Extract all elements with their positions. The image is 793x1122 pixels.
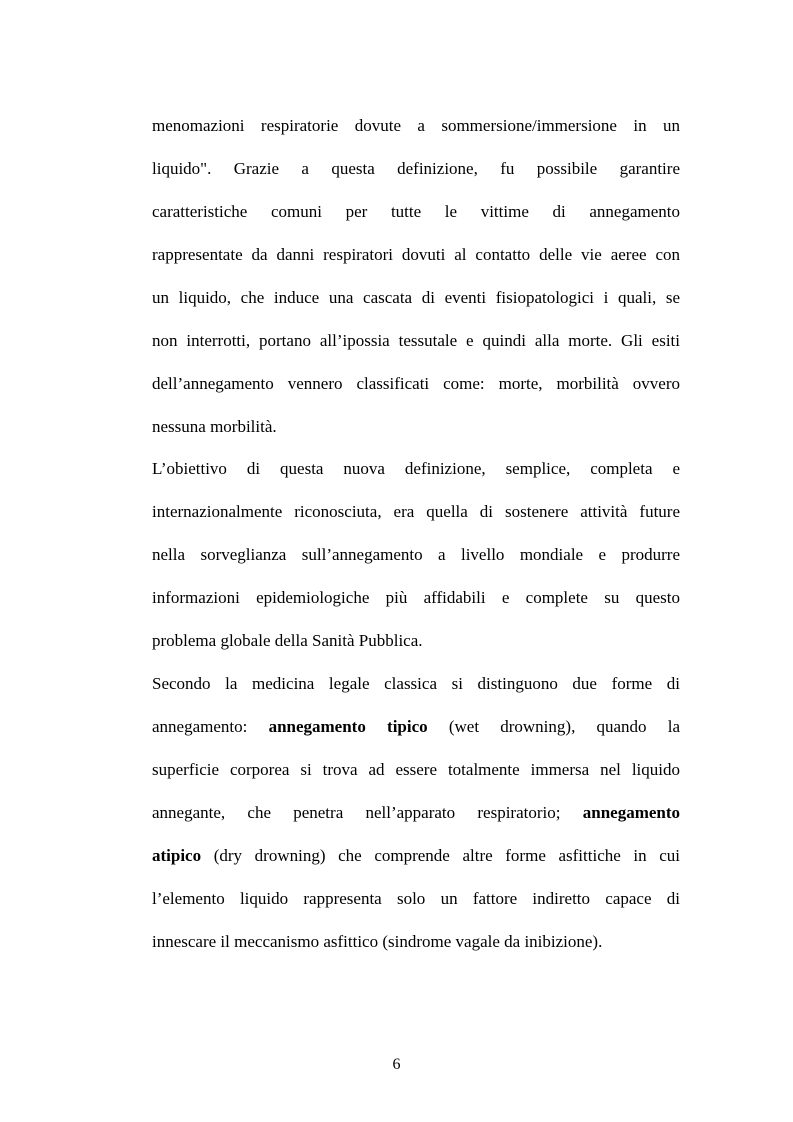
paragraph-line: informazioni epidemiologiche più affidabili e complete su questo [152,588,680,607]
paragraph-line: dell’annegamento vennero classificati come: morte, morbilità ovvero [152,374,680,393]
paragraph-line: innescare il meccanismo asfittico (sindrome vagale da inibizione). [152,932,603,951]
paragraph-line: l’elemento liquido rappresenta solo un fattore indiretto capace di [152,889,680,908]
paragraph-line: non interrotti, portano all’ipossia tessutale e quindi alla morte. Gli esiti [152,331,680,350]
paragraph-line: un liquido, che induce una cascata di eventi fisiopatologici i quali, se [152,288,680,307]
line-text: annegante, che penetra nell’apparato respiratorio; [152,803,561,822]
bold-term: annegamento [582,803,681,822]
paragraph-line: caratteristiche comuni per tutte le vittime di annegamento [152,202,680,221]
paragraph-line: menomazioni respiratorie dovute a sommersione/immersione in un [152,116,680,135]
paragraph-line [152,716,680,738]
line-text: (wet drowning), quando la [448,717,681,736]
paragraph-line: problema globale della Sanità Pubblica. [152,631,423,650]
line-text: annegamento: [152,717,248,736]
paragraph-line: rappresentate da danni respiratori dovuti al contatto delle vie aeree con [152,245,680,264]
paragraph-line: nessuna morbilità. [152,417,277,436]
paragraph-line: nella sorveglianza sull’annegamento a livello mondiale e produrre [152,545,680,564]
paragraph-line: L’obiettivo di questa nuova definizione, semplice, completa e [152,459,680,478]
paragraph-line [152,802,680,824]
line-text: (dry drowning) che comprende altre forme asfittiche in cui [213,846,681,865]
paragraph-line: internazionalmente riconosciuta, era quella di sostenere attività future [152,502,680,521]
paragraph-line [152,845,680,867]
page-number: 6 [392,1056,401,1073]
bold-term: atipico [152,846,202,865]
paragraph-line: Secondo la medicina legale classica si distinguono due forme di [152,674,680,693]
paragraph-line: liquido". Grazie a questa definizione, fu possibile garantire [152,159,680,178]
bold-term: annegamento tipico [268,717,428,736]
paragraph-line: superficie corporea si trova ad essere totalmente immersa nel liquido [152,760,680,779]
